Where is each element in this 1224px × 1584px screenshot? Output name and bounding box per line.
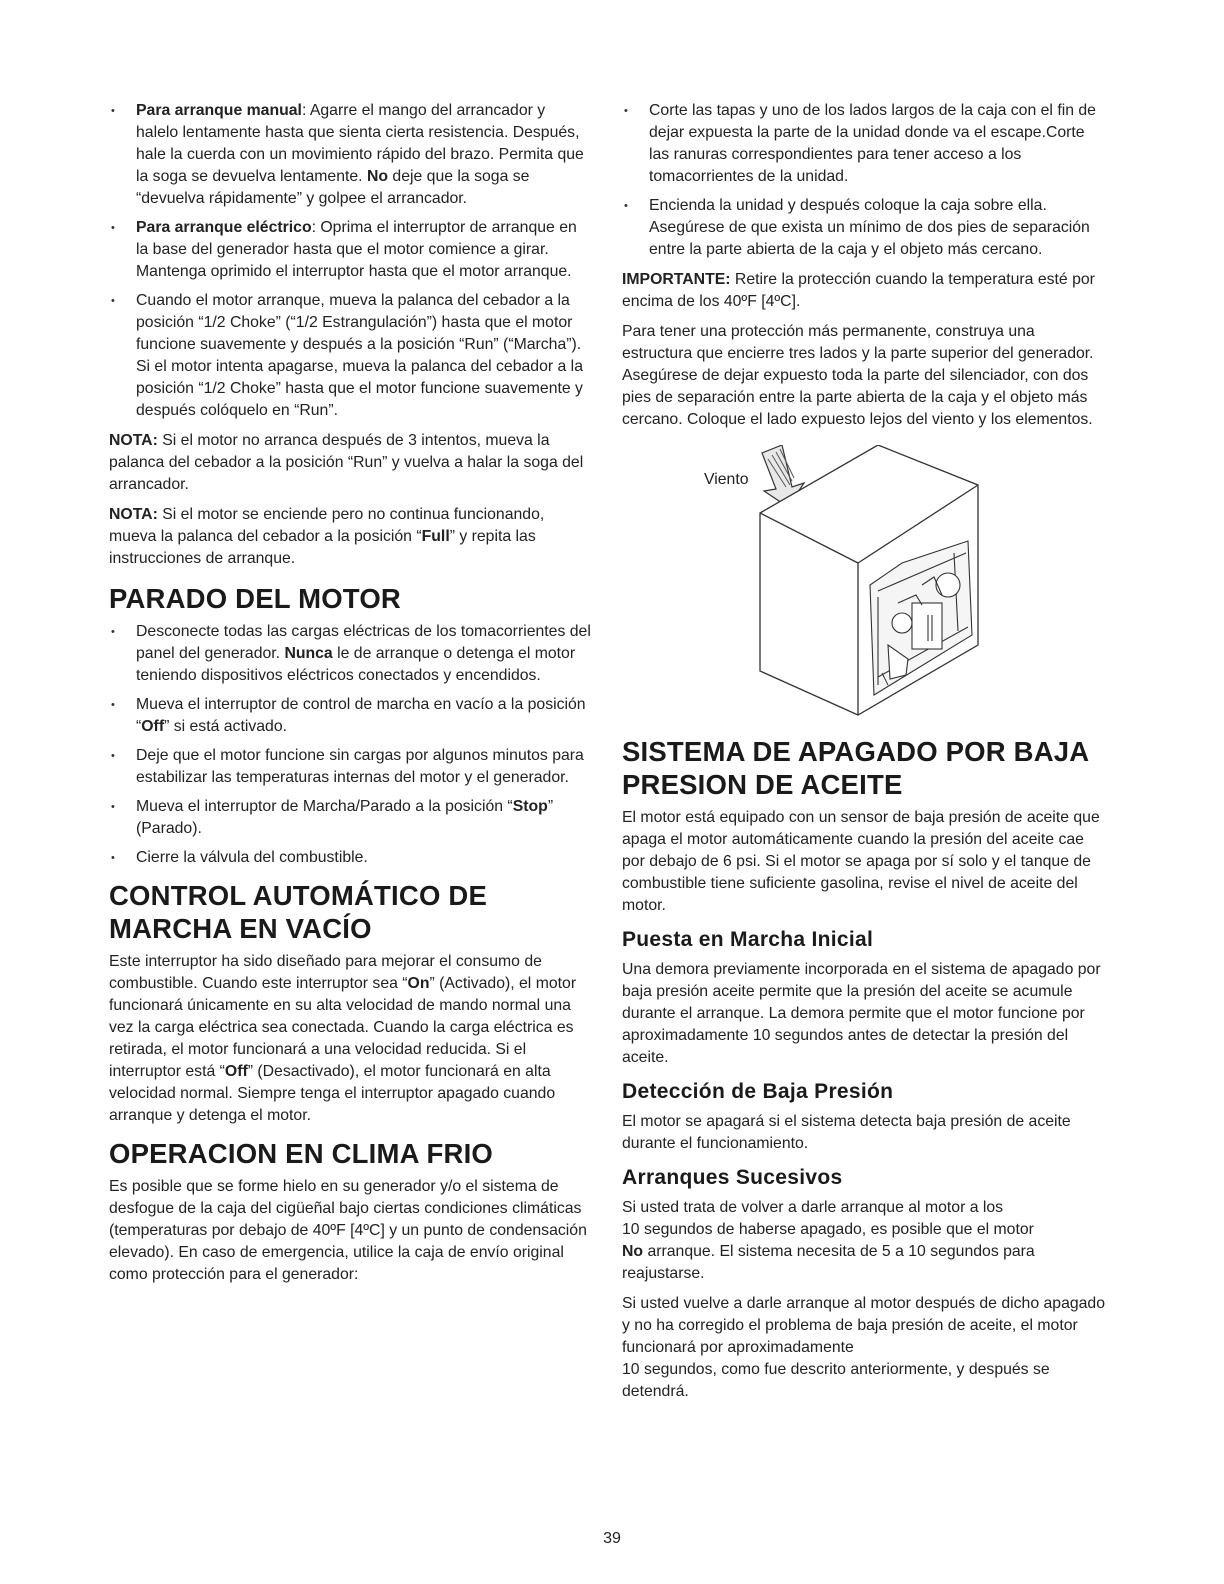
note-paragraph: NOTA: Si el motor se enciende pero no continua funcionando, mueva la palanca del cebador a la posición “Full” y repita las instrucciones de arranque.	[109, 506, 545, 567]
list-item: • Cierre la válvula del combustible.	[109, 847, 591, 869]
permanent-protection-paragraph: Para tener una protección más permanente, construya una estructura que encierre tres lados y la parte superior del generador. Asegúrese de dejar expuesto toda la parte del silenciador, con dos pies de separación entre la parte abierta de la caja y el objeto más cercano. Coloque el lado expuesto lejos del viento y los elementos.	[622, 323, 1094, 428]
section-heading-parado: PARADO DEL MOTOR	[109, 583, 401, 614]
sistema-paragraph: El motor está equipado con un sensor de baja presión de aceite que apaga el motor automáticamente cuando la presión del aceite cae por debajo de 6 psi. Si el motor se apaga por sí solo y el tanque de combustible tiene suficiente gasolina, revise el nivel de aceite del motor.	[622, 809, 1100, 914]
subheading-puesta: Puesta en Marcha Inicial	[622, 928, 874, 951]
right-column	[622, 100, 1108, 1411]
page-number: 39	[603, 1530, 621, 1547]
generator-in-box-drawing	[702, 445, 1102, 725]
list-item: • Encienda la unidad y después coloque la caja sobre ella. Asegúrese de que exista un mínimo de dos pies de separación entre la parte abierta de la caja y el objeto más cercano.	[622, 195, 1108, 261]
subheading-arranques: Arranques Sucesivos	[622, 1166, 843, 1189]
arranques-paragraph-2: Si usted vuelve a darle arranque al motor después de dicho apagado y no ha corregido el problema de baja presión de aceite, el motor funcionará por aproximadamente 10 segundos, como fue descrito anteriormente, y después se detendrá.	[622, 1295, 1106, 1400]
subheading-deteccion: Detección de Baja Presión	[622, 1080, 894, 1103]
control-paragraph: Este interruptor ha sido diseñado para mejorar el consumo de combustible. Cuando este interruptor sea “On” (Activado), el motor funcionará únicamente en su alta velocidad de mando normal una vez la carga eléctrica sea conectada. Cuando la carga eléctrica es retirada, el motor funcionará a una velocidad reducida. Si el interruptor está “Off” (Desactivado), el motor funcionará en alta velocidad normal. Siempre tenga el interruptor apagado cuando arranque y detenga el motor.	[109, 953, 577, 1124]
note-paragraph: NOTA: Si el motor no arranca después de 3 intentos, mueva la palanca del cebador a la posición “Run” y vuelva a halar la soga del arrancador.	[109, 432, 584, 493]
frio-paragraph: Es posible que se forme hielo en su generador y/o el sistema de desfogue de la caja del cigüeñal bajo ciertas condiciones climáticas (temperaturas por debajo de 40ºF [4ºC] y un punto de condensación elevado). En caso de emergencia, utilice la caja de envío original como protección para el generador:	[109, 1178, 587, 1283]
list-item: • Para arranque manual: Agarre el mango del arrancador y halelo lentamente hasta que sienta cierta resistencia. Después, hale la cuerda con un movimiento rápido del brazo. Permita que la soga se devuelva lentamente. No deje que la soga se “devuelva rápidamente” y golpee el arrancador.	[109, 100, 591, 210]
list-item: • Deje que el motor funcione sin cargas por algunos minutos para estabilizar las temperaturas internas del motor y el generador.	[109, 745, 591, 789]
starting-steps-list	[109, 100, 591, 422]
generator-box-illustration	[702, 445, 1102, 725]
important-paragraph: IMPORTANTE: Retire la protección cuando la temperatura esté por encima de los 40ºF [4ºC].	[622, 271, 1095, 310]
deteccion-paragraph: El motor se apagará si el sistema detecta baja presión de aceite durante el funcionamiento.	[622, 1113, 1071, 1152]
puesta-paragraph: Una demora previamente incorporada en el sistema de apagado por baja presión aceite permite que la presión del aceite se acumule durante el arranque. La demora permite que el motor funcione por aproximadamente 10 segundos antes de detectar la presión del aceite.	[622, 961, 1101, 1066]
list-item: • Cuando el motor arranque, mueva la palanca del cebador a la posición “1/2 Choke” (“1/2 Estrangulación”) hasta que el motor funcione suavemente y después a la posición “Run” (“Marcha”). Si el motor intenta apagarse, mueva la palanca del cebador a la posición “1/2 Choke” hasta que el motor funcione suavemente y después colóquelo en “Run”.	[109, 290, 591, 422]
list-item: • Desconecte todas las cargas eléctricas de los tomacorrientes del panel del generador. Nunca le de arranque o detenga el motor teniendo dispositivos eléctricos conectados y encendidos.	[109, 621, 591, 687]
list-item: • Corte las tapas y uno de los lados largos de la caja con el fin de dejar expuesta la parte de la unidad donde va el escape.Corte las ranuras correspondientes para tener acceso a los tomacorrientes de la unidad.	[622, 100, 1108, 188]
section-heading-sistema: SISTEMA DE APAGADO POR BAJA PRESION DE ACEITE	[622, 736, 1090, 800]
section-heading-control: CONTROL AUTOMÁTICO DE MARCHA EN VACÍO	[109, 880, 487, 944]
section-heading-frio: OPERACION EN CLIMA FRIO	[109, 1138, 494, 1169]
stop-steps-list	[109, 621, 591, 869]
list-item: • Mueva el interruptor de control de marcha en vacío a la posición “Off” si está activado.	[109, 694, 591, 738]
arranques-paragraph-1: Si usted trata de volver a darle arranque al motor a los 10 segundos de haberse apagado, es posible que el motor No arranque. El sistema necesita de 5 a 10 segundos para reajustarse.	[622, 1199, 1035, 1282]
box-steps-list	[622, 100, 1108, 261]
list-item: • Mueva el interruptor de Marcha/Parado a la posición “Stop” (Parado).	[109, 796, 591, 840]
wind-label: Viento	[704, 471, 749, 488]
list-item: • Para arranque eléctrico: Oprima el interruptor de arranque en la base del generador hasta que el motor comience a girar. Mantenga oprimido el interruptor hasta que el motor arranque.	[109, 217, 591, 283]
left-column	[109, 100, 591, 1294]
